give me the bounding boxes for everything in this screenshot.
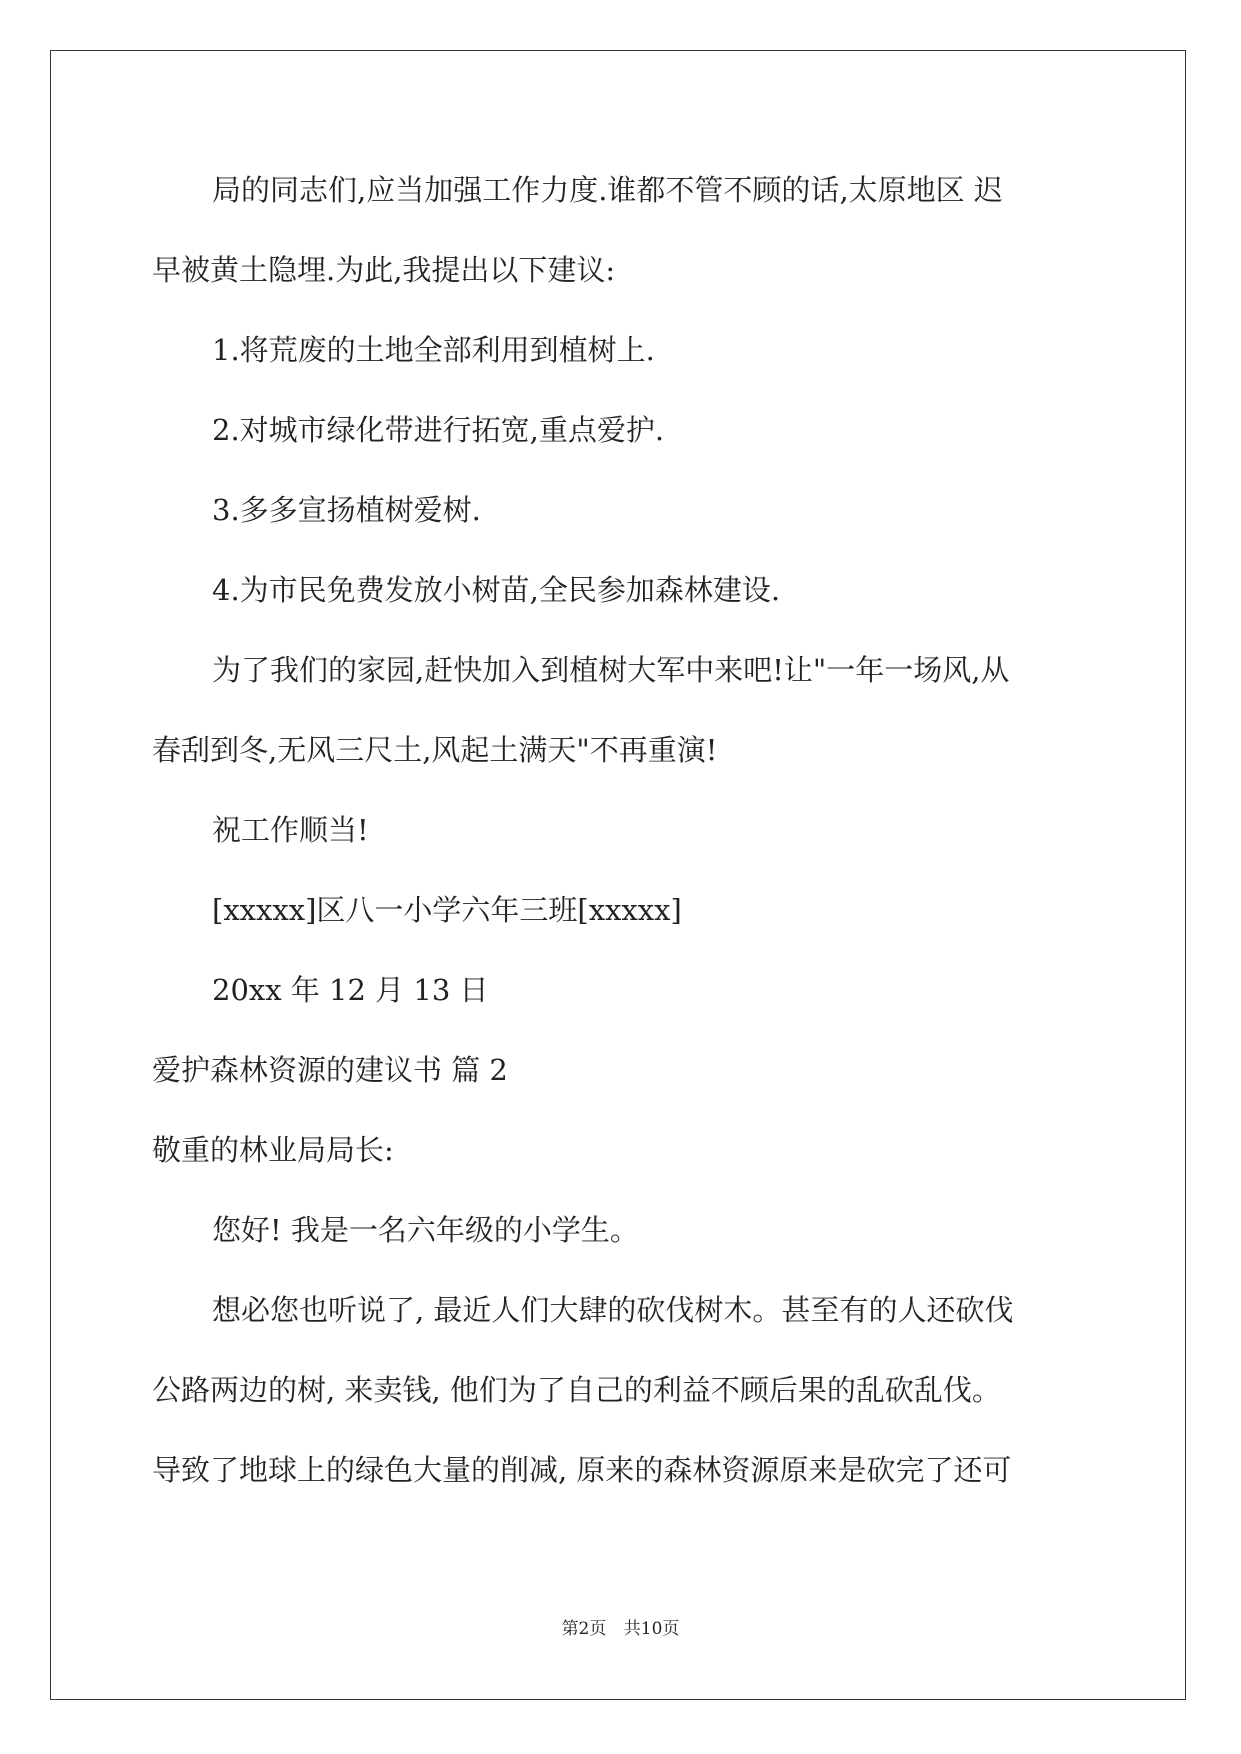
list-item: 1.将荒废的土地全部利用到植树上. (212, 333, 655, 367)
paragraph-line: 想必您也听说了, 最近人们大肆的砍伐树木。甚至有的人还砍伐 (212, 1293, 1014, 1327)
section-heading: 爱护森林资源的建议书 篇 2 (152, 1053, 508, 1087)
closing-line: 祝工作顺当! (212, 813, 369, 847)
page-footer (0, 1614, 1241, 1639)
list-item: 2.对城市绿化带进行拓宽,重点爱护. (212, 413, 665, 447)
paragraph-line: 春刮到冬,无风三尺土,风起土满天"不再重演! (152, 733, 718, 767)
page-number: 第2页 (561, 1619, 607, 1639)
page-total: 共10页 (623, 1619, 680, 1639)
paragraph-line: 导致了地球上的绿色大量的削减, 原来的森林资源原来是砍完了还可 (152, 1453, 1012, 1487)
paragraph-line: 您好! 我是一名六年级的小学生。 (212, 1213, 639, 1247)
list-item: 4.为市民免费发放小树苗,全民参加森林建设. (212, 573, 781, 607)
salutation-line: 敬重的林业局局长: (152, 1133, 394, 1167)
date-line: 20xx 年 12 月 13 日 (212, 973, 489, 1007)
paragraph-line: 早被黄土隐埋.为此,我提出以下建议: (152, 253, 616, 287)
list-item: 3.多多宣扬植树爱树. (212, 493, 481, 527)
paragraph-line: 局的同志们,应当加强工作力度.谁都不管不顾的话,太原地区 迟 (212, 173, 1003, 207)
paragraph-line: 公路两边的树, 来卖钱, 他们为了自己的利益不顾后果的乱砍乱伐。 (152, 1373, 1001, 1407)
paragraph-line: 为了我们的家园,赶快加入到植树大军中来吧!让"一年一场风,从 (212, 653, 1010, 687)
signature-line: [xxxxx]区八一小学六年三班[xxxxx] (212, 893, 682, 927)
